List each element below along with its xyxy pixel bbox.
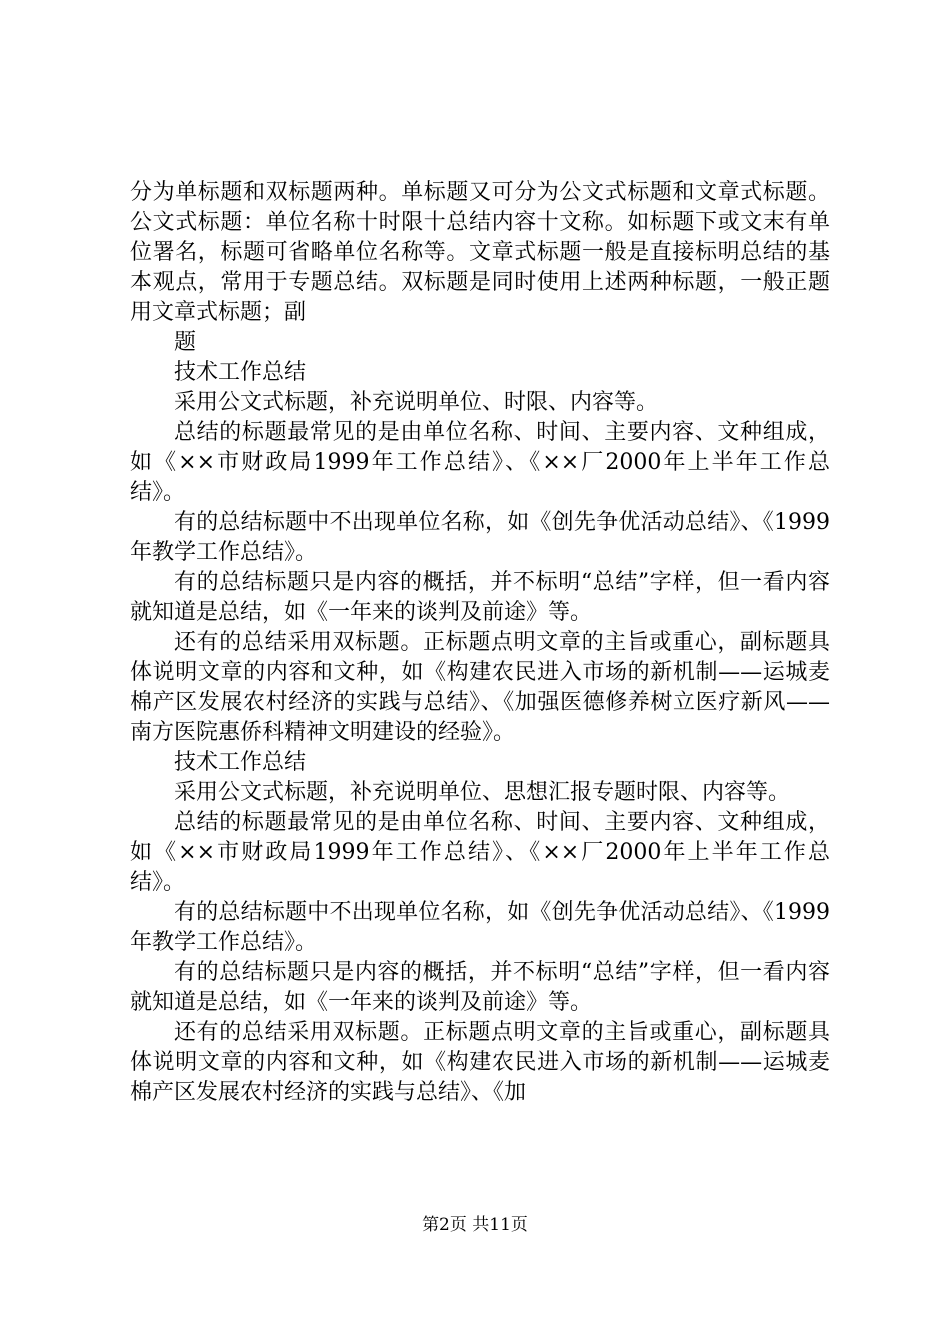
paragraph-continued: 还有的总结采用双标题。正标题点明文章的主旨或重心，副标题具体说明文章的内容和文种，如《构建农民进入市场的新机制——运城麦棉产区发展农村经济的实践与总结》、《加: [130, 1020, 830, 1105]
document-body: [130, 178, 830, 1108]
paragraph: 有的总结标题中不出现单位名称，如《创先争优活动总结》、《1999年教学工作总结》。: [130, 900, 830, 955]
paragraph: 有的总结标题中不出现单位名称，如《创先争优活动总结》、《1999年教学工作总结》。: [130, 510, 830, 565]
paragraph: 还有的总结采用双标题。正标题点明文章的主旨或重心，副标题具体说明文章的内容和文种，如《构建农民进入市场的新机制——运城麦棉产区发展农村经济的实践与总结》、《加强医德修养树立医疗新风——南方医院惠侨科精神文明建设的经验》。: [130, 630, 830, 745]
paragraph: 总结的标题最常见的是由单位名称、时间、主要内容、文种组成，如《××市财政局1999年工作总结》、《××厂2000年上半年工作总结》。: [130, 810, 830, 895]
paragraph: 总结的标题最常见的是由单位名称、时间、主要内容、文种组成，如《××市财政局1999年工作总结》、《××厂2000年上半年工作总结》。: [130, 420, 830, 505]
paragraph-fragment: 题: [174, 330, 197, 355]
section-heading: 技术工作总结: [174, 750, 307, 775]
page-footer: 第2页 共11页: [422, 1215, 528, 1235]
section-heading: 技术工作总结: [174, 360, 307, 385]
paragraph-title-types: 分为单标题和双标题两种。单标题又可分为公文式标题和文章式标题。公文式标题：单位名称十时限十总结内容十文称。如标题下或文末有单位署名，标题可省略单位名称等。文章式标题一般是直接标明总结的基本观点，常用于专题总结。双标题是同时使用上述两种标题，一般正题用文章式标题；副: [130, 180, 830, 325]
paragraph: 采用公文式标题，补充说明单位、思想汇报专题时限、内容等。: [174, 780, 791, 805]
paragraph: 有的总结标题只是内容的概括，并不标明“总结”字样，但一看内容就知道是总结，如《一年来的谈判及前途》等。: [130, 960, 830, 1015]
paragraph: 有的总结标题只是内容的概括，并不标明“总结”字样，但一看内容就知道是总结，如《一年来的谈判及前途》等。: [130, 570, 830, 625]
paragraph: 采用公文式标题，补充说明单位、时限、内容等。: [174, 390, 659, 415]
